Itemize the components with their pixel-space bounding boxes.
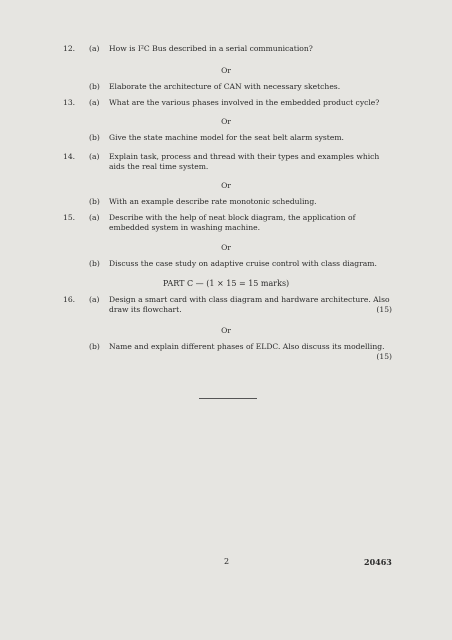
or-divider: Or (221, 243, 231, 252)
question-text: Describe with the help of neat block diagram, the application of embedded system in washing machine. (109, 213, 356, 232)
exam-code: 20463 (364, 557, 392, 567)
question-marks: (15) (376, 352, 392, 361)
or-divider: Or (221, 117, 231, 126)
question-number: 15. (63, 213, 76, 222)
or-divider: Or (221, 66, 231, 75)
part-c-heading: PART C — (1 × 15 = 15 marks) (162, 279, 290, 288)
question-part: (a) (89, 213, 100, 222)
question-number: 12. (63, 44, 76, 53)
question-text: With an example describe rate monotonic scheduling. (109, 197, 317, 206)
question-text: Discuss the case study on adaptive cruise control with class diagram. (109, 259, 377, 268)
question-part: (b) (89, 133, 100, 142)
question-text: Elaborate the architecture of CAN with necessary sketches. (109, 82, 341, 91)
question-part: (b) (89, 259, 100, 268)
question-part: (a) (89, 295, 100, 304)
question-part: (a) (89, 44, 100, 53)
question-text: Design a smart card with class diagram and hardware architecture. Also draw its flowchart. (109, 295, 390, 314)
or-divider: Or (221, 181, 231, 190)
question-text: How is I²C Bus described in a serial communication? (109, 44, 313, 53)
question-part: (a) (89, 152, 100, 161)
question-text: Name and explain different phases of ELDC. Also discuss its modelling. (109, 342, 385, 351)
question-part: (b) (89, 342, 100, 351)
question-number: 16. (63, 295, 76, 304)
page-number: 2 (224, 557, 230, 566)
question-number: 14. (63, 152, 76, 161)
or-divider: Or (221, 326, 231, 335)
question-text: What are the various phases involved in the embedded product cycle? (109, 98, 380, 107)
question-text: Explain task, process and thread with their types and examples which aids the real time system. (109, 152, 380, 171)
question-part: (b) (89, 82, 100, 91)
question-part: (b) (89, 197, 100, 206)
question-number: 13. (63, 98, 76, 107)
question-marks: (15) (376, 305, 392, 314)
end-rule (199, 398, 257, 399)
question-text: Give the state machine model for the seat belt alarm system. (109, 133, 344, 142)
question-part: (a) (89, 98, 100, 107)
